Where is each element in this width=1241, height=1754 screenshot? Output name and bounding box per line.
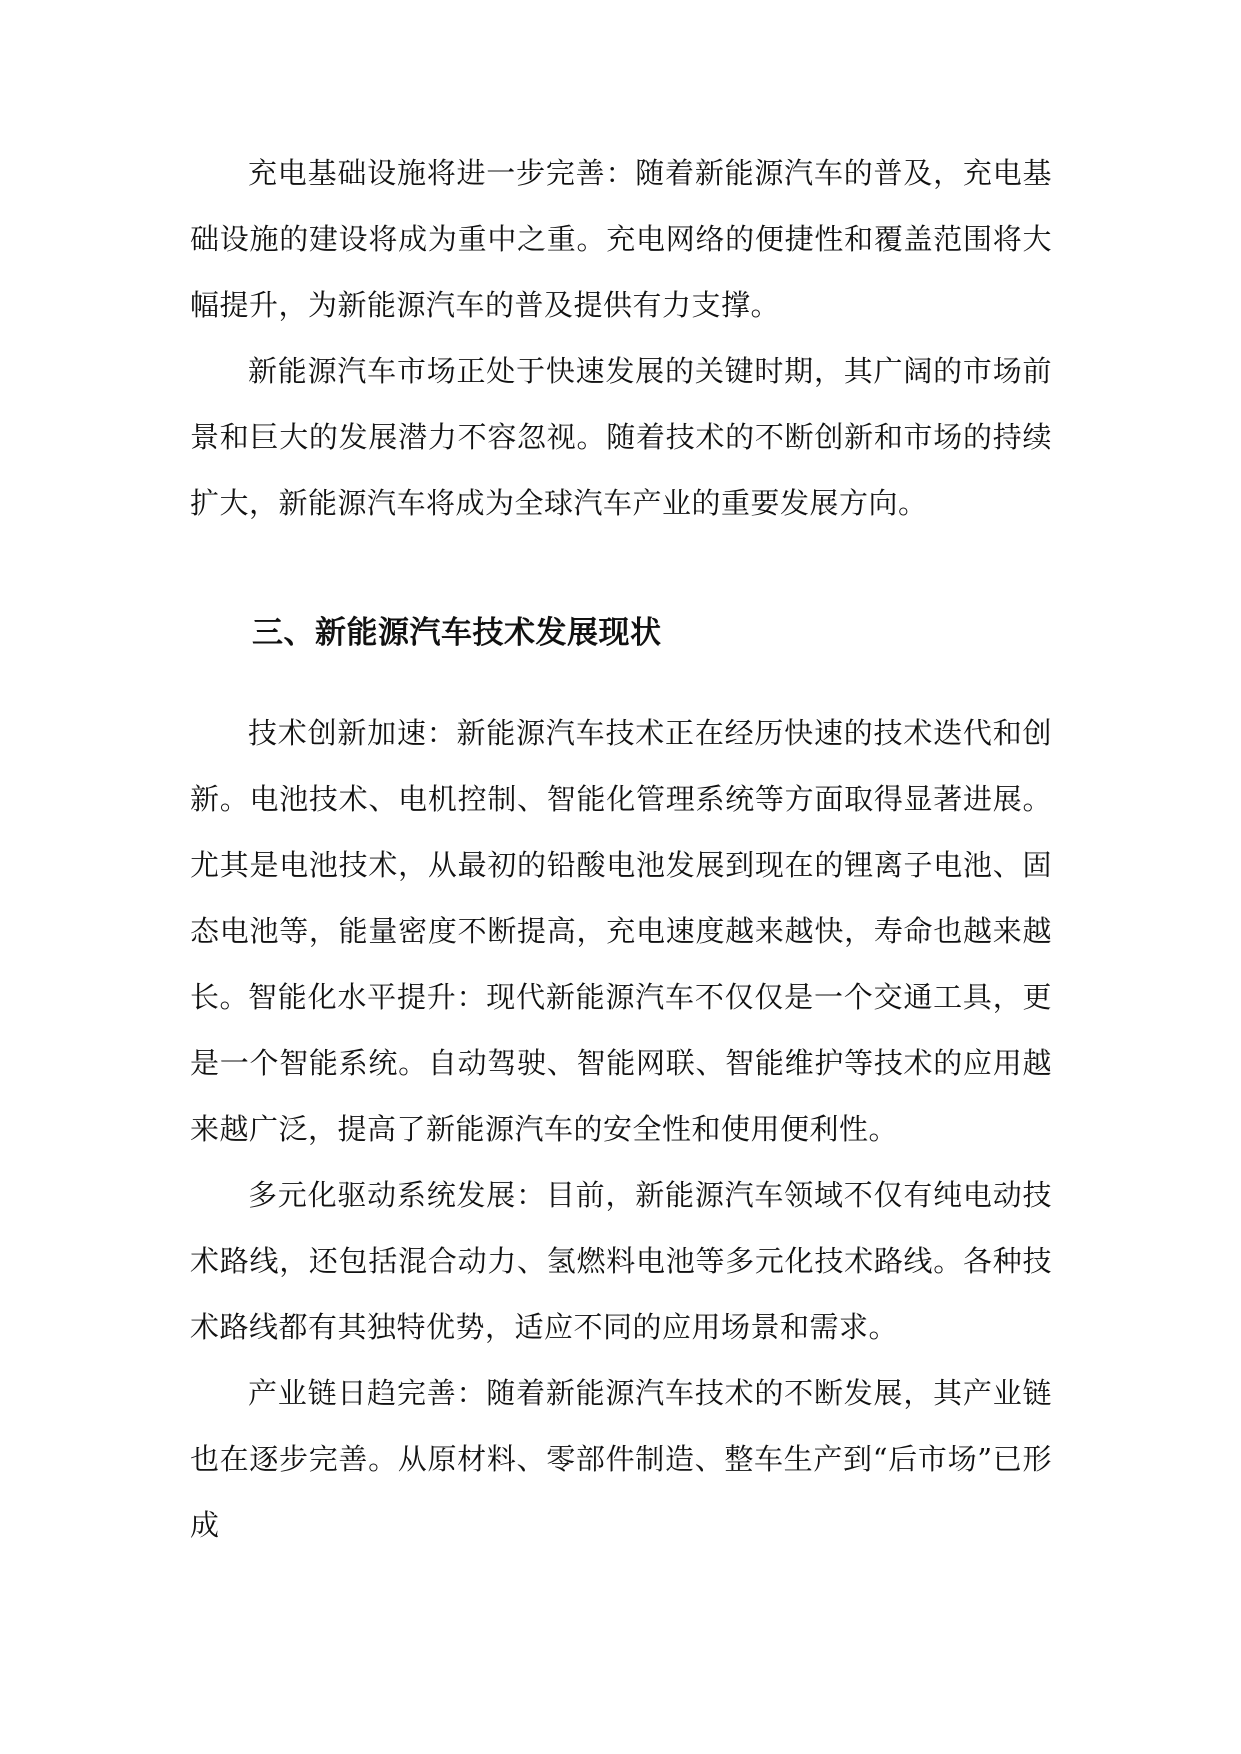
paragraph-market-outlook: 新能源汽车市场正处于快速发展的关键时期，其广阔的市场前景和巨大的发展潜力不容忽视。随着技术的不断创新和市场的持续扩大，新能源汽车将成为全球汽车产业的重要发展方向。 bbox=[190, 354, 1052, 520]
paragraph-industry-chain: 产业链日趋完善：随着新能源汽车技术的不断发展，其产业链也在逐步完善。从原材料、零部件制造、整车生产到“后市场”已形成 bbox=[190, 1376, 1052, 1542]
paragraph-diversified-drive: 多元化驱动系统发展：目前，新能源汽车领域不仅有纯电动技术路线，还包括混合动力、氢燃料电池等多元化技术路线。各种技术路线都有其独特优势，适应不同的应用场景和需求。 bbox=[190, 1178, 1052, 1344]
section-heading: 三、新能源汽车技术发展现状 bbox=[252, 615, 662, 651]
paragraph-charging-infrastructure: 充电基础设施将进一步完善：随着新能源汽车的普及，充电基础设施的建设将成为重中之重。充电网络的便捷性和覆盖范围将大幅提升，为新能源汽车的普及提供有力支撑。 bbox=[190, 156, 1052, 322]
paragraph-tech-innovation: 技术创新加速：新能源汽车技术正在经历快速的技术迭代和创新。电池技术、电机控制、智能化管理系统等方面取得显著进展。尤其是电池技术，从最初的铅酸电池发展到现在的锂离子电池、固态电池等，能量密度不断提高，充电速度越来越快，寿命也越来越长。 bbox=[190, 716, 1052, 1014]
paragraph-intelligence: 智能化水平提升：现代新能源汽车不仅仅是一个交通工具，更是一个智能系统。自动驾驶、智能网联、智能维护等技术的应用越来越广泛，提高了新能源汽车的安全性和使用便利性。 bbox=[190, 980, 1052, 1146]
